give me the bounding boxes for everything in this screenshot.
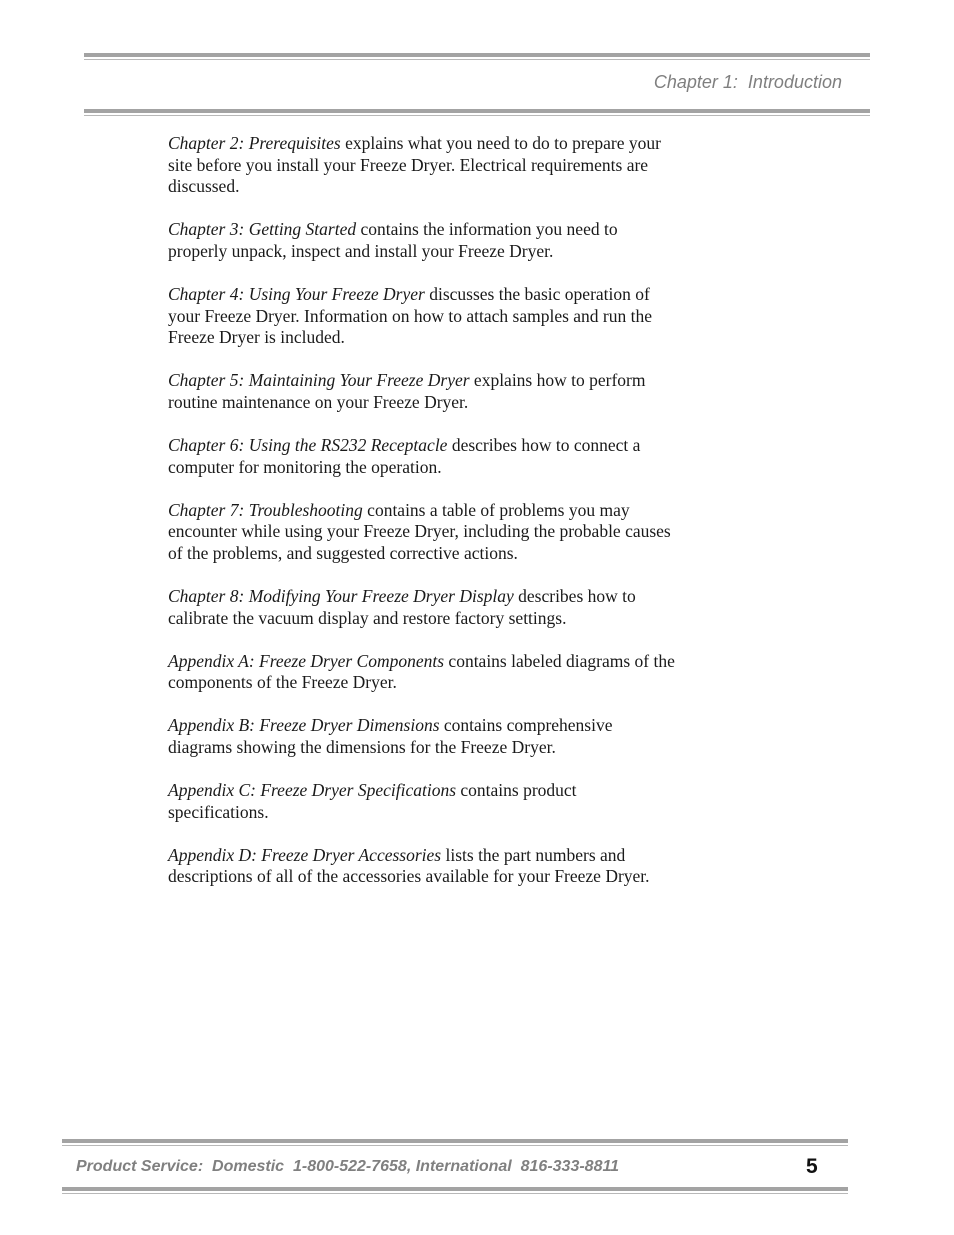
paragraph-text: contains the information you need to properly unpack, inspect and install your Freeze Dryer. (168, 219, 618, 261)
paragraph-title: Chapter 8: Modifying Your Freeze Dryer Display (168, 585, 514, 606)
paragraph-chapter-7 (168, 500, 678, 565)
paragraph-appendix-b (168, 715, 678, 758)
paragraph-text: explains how to perform routine maintenance on your Freeze Dryer. (168, 370, 646, 412)
paragraph-text: contains a table of problems you may encounter while using your Freeze Dryer, including the probable causes of the problems, and suggested corrective actions. (168, 499, 671, 563)
paragraph-text: discusses the basic operation of your Freeze Dryer. Information on how to attach samples and run the Freeze Dryer is included. (168, 283, 653, 348)
paragraph-chapter-5 (168, 370, 678, 413)
paragraph-text: describes how to calibrate the vacuum display and restore factory settings. (168, 585, 636, 628)
header-rule-top (84, 53, 870, 60)
page-number: 5 (806, 1155, 818, 1178)
header-rule-bottom (84, 109, 870, 116)
paragraph-appendix-c (168, 780, 678, 823)
paragraph-chapter-4 (168, 284, 678, 349)
paragraph-chapter-6 (168, 435, 678, 478)
paragraph-text: describes how to connect a computer for monitoring the operation. (168, 434, 641, 477)
paragraph-chapter-3 (168, 219, 678, 262)
paragraph-title: Appendix D: Freeze Dryer Accessories (168, 844, 442, 865)
paragraph-title: Appendix A: Freeze Dryer Components (168, 650, 445, 671)
footer-service-text: Product Service: Domestic 1-800-522-7658, International 816-333-8811 (76, 1158, 620, 1175)
paragraph-title: Chapter 7: Troubleshooting (168, 499, 363, 520)
footer-rule-top (62, 1139, 848, 1146)
paragraph-title: Chapter 2: Prerequisites (168, 133, 341, 153)
paragraph-title: Appendix B: Freeze Dryer Dimensions (168, 715, 440, 736)
paragraph-title: Chapter 5: Maintaining Your Freeze Dryer (168, 370, 470, 391)
paragraph-text: explains what you need to do to prepare your site before you install your Freeze Dryer. Electrical requirements are discussed. (168, 133, 661, 197)
footer-rule-bottom (62, 1187, 848, 1194)
document-body (168, 133, 678, 909)
paragraph-text: contains labeled diagrams of the components of the Freeze Dryer. (168, 650, 675, 693)
paragraph-chapter-8 (168, 586, 678, 629)
paragraph-chapter-2 (168, 133, 678, 198)
paragraph-text: contains product specifications. (168, 779, 577, 822)
paragraph-text: lists the part numbers and descriptions of all of the accessories available for your Freeze Dryer. (168, 844, 650, 887)
paragraph-appendix-a (168, 651, 678, 694)
page-header-title: Chapter 1: Introduction (653, 72, 842, 92)
paragraph-title: Appendix C: Freeze Dryer Specifications (168, 779, 457, 800)
paragraph-title: Chapter 4: Using Your Freeze Dryer (168, 283, 425, 304)
paragraph-appendix-d (168, 845, 678, 888)
paragraph-title: Chapter 6: Using the RS232 Receptacle (168, 434, 448, 455)
paragraph-title: Chapter 3: Getting Started (168, 219, 357, 240)
paragraph-text: contains comprehensive diagrams showing the dimensions for the Freeze Dryer. (168, 715, 613, 757)
